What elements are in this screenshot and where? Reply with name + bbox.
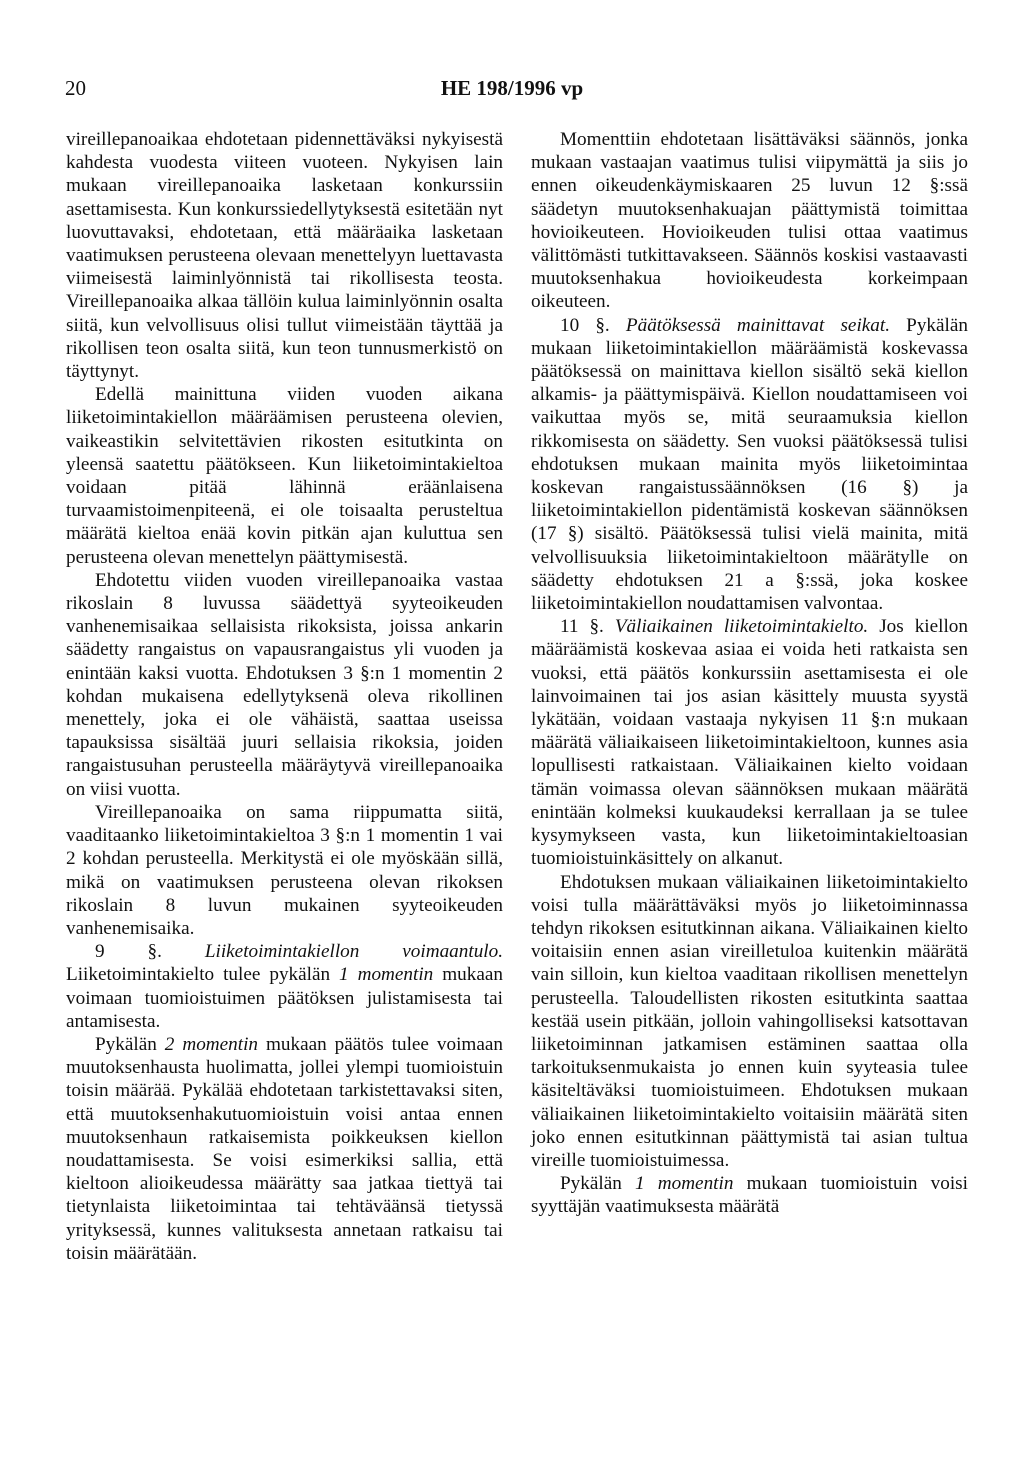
paragraph: Vireillepanoaika on sama riippumatta siitä, vaaditaanko liiketoimintakieltoa 3 §:n 1 momentin 1 vai 2 kohdan perusteella. Merkitystä ei ole myöskään sillä, mikä on vaatimuksen perusteena olevan rikoksen rikoslain 8 luvun mukainen syyteoikeuden vanhenemisaika. bbox=[66, 801, 503, 939]
section-11-paragraph bbox=[531, 615, 968, 870]
paragraph: Momenttiin ehdotetaan lisättäväksi säännös, jonka mukaan vastaajan vaatimus tulisi viipymättä ja siis jo ennen oikeudenkäymiskaaren 25 luvun 12 §:ssä säädetyn muutoksenhakuajan päättymistä toimittaa hovioikeuteen. Hovioikeuden tulisi ottaa vaatimus välittömästi tutkittavakseen. Säännös koskisi vastaavasti muutoksenhakua hovioikeudesta korkeimpaan oikeuteen. bbox=[531, 129, 968, 313]
section-10-paragraph bbox=[531, 314, 968, 616]
paragraph: Ehdotettu viiden vuoden vireillepanoaika vastaa rikoslain 8 luvussa säädettyä syyteoikeuden vanhenemisaikaa sellaisista rikoksista, joissa ankarin säädetty rangaistus on vapausrangaistus yli vuoden ja enintään kaksi vuotta. Ehdotuksen 3 §:n 1 momentin 2 kohdan mukaisena edellytyksenä oleva rikollinen menettely, joka ei ole vähäistä, saattaa useissa tapauksissa sisältää juuri sellaisia rikoksia, joiden rangaistusuhan perusteella määräytyvä vireillepanoaika on viisi vuotta. bbox=[66, 569, 503, 800]
text-run: 11 §. bbox=[560, 616, 615, 638]
paragraph: Edellä mainittuna viiden vuoden aikana liiketoimintakiellon määräämisen perusteena olevien, vaikeastikin selvitettävien rikosten esitutkinta on yleensä saatettu päätökseen. Kun liiketoimintakieltoa voidaan pitää lähinnä eräänlaisena turvaamistoimenpiteenä, ei ole toisaalta perusteltua määrätä kieltoa enää kovin pitkän ajan kuluttua sen perusteena olevan menettelyn päättymisestä. bbox=[66, 384, 503, 568]
paragraph: vireillepanoaikaa ehdotetaan pidennettäväksi nykyisestä kahdesta vuodesta viiteen vuoteen. Nykyisen lain mukaan vireillepanoaika lasketaan konkurssiin asettamisesta. Kun konkurssiedellytyksestä esitetään nyt luovuttavaksi, ehdotetaan, että määräaika lasketaan vaatimuksen perusteena olevaan menettelyyn luettavasta viimeisestä laiminlyönnistä tai rikollisesta teosta. Vireillepanoaika alkaa tällöin kulua laiminlyönnin osalta siitä, kun velvollisuus olisi tullut viimeistään täyttää ja rikollisen teon osalta siitä, kun teon tunnusmerkistö on täyttynyt. bbox=[66, 129, 503, 383]
text-run: Pykälän bbox=[95, 1033, 165, 1055]
text-run: mukaan voimaan tuomioistuimen päätöksen julistamisesta tai antamisesta. bbox=[66, 964, 503, 1032]
emphasis: 1 momentin bbox=[339, 964, 434, 986]
text-run: Pykälän bbox=[560, 1173, 635, 1195]
page-number: 20 bbox=[65, 76, 86, 100]
emphasis: 2 momentin bbox=[164, 1033, 259, 1055]
text-run: Pykälän mukaan liiketoimintakiellon määräämistä koskevassa päätöksessä on mainittava kiellon sisältö sekä kiellon alkamis- ja päättymispäivä. Kiellon noudattamiseen voi vaikuttaa myös se, mitä seuraamuksia kiellon rikkomisesta on säädetty. Sen vuoksi päätöksessä tulisi ehdotuksen mukaan mainita myös liiketoimintaa koskevan rangaistussäännöksen (16 §) ja liiketoimintakiellon pidentämistä koskevan säännöksen (17 §) sisältö. Päätöksessä tulisi vielä mainita, mitä velvollisuuksia liiketoimintakieltoon määrätylle on säädetty ehdotuksen 21 a §:ssä, joka koskee liiketoimintakiellon noudattamisen valvontaa. bbox=[531, 314, 968, 615]
text-run: 10 §. bbox=[560, 314, 626, 336]
section-heading: Väliaikainen liiketoimintakielto. bbox=[614, 616, 869, 638]
section-heading: Päätöksessä mainittavat seikat. bbox=[625, 314, 891, 336]
section-heading: Liiketoimintakiellon voimaantulo. bbox=[204, 941, 504, 963]
text-run: mukaan päätös tulee voimaan muutoksenhausta huolimatta, jollei ylempi tuomioistuin toisin määrää. Pykälää ehdotetaan tarkistettavaksi siten, että muutoksenhakutuomioistuin voisi antaa ennen muutoksenhaun ratkaisemista poikkeuksen kiellon noudattamisesta. Se voisi esimerkiksi sallia, että kieltoon alioikeudessa määrätty saa jatkaa tiettyä tai tietynlaista liiketoimintaa tai tehtäväänsä tietyssä yrityksessä, kunnes valituksesta annetaan ratkaisu tai toisin määrätään. bbox=[66, 1033, 503, 1264]
text-run: Liiketoimintakielto tulee pykälän bbox=[66, 964, 340, 986]
right-column bbox=[531, 128, 968, 1219]
left-column bbox=[66, 128, 503, 1265]
text-run: Jos kiellon määräämistä koskevaa asiaa ei voida heti ratkaista sen vuoksi, että päätös konkurssiin asettamisesta ei ole lainvoimainen tai jos asian käsittely muusta syystä lykätään, voidaan vastaaja nykyisen 11 §:n mukaan määrätä väliaikaiseen liiketoimintakieltoon, kunnes asia lopullisesti ratkaistaan. Väliaikainen kielto voidaan tämän voimassa olevan säännöksen mukaan määrätä enintään kolmeksi kuukaudeksi kerrallaan ja se tulee kysymykseen vasta, kun liiketoimintakieltoasian tuomioistuinkäsittely on alkanut. bbox=[531, 616, 968, 870]
running-header: HE 198/1996 vp bbox=[440, 76, 584, 100]
emphasis: 1 momentin bbox=[634, 1173, 734, 1195]
text-run: 9 §. bbox=[95, 941, 205, 963]
section-9-paragraph bbox=[66, 940, 503, 1033]
paragraph bbox=[531, 1172, 968, 1218]
paragraph: Ehdotuksen mukaan väliaikainen liiketoimintakielto voisi tulla määrättäväksi myös jo liiketoiminnassa tehdyn rikoksen esitutkinnan aikana. Väliaikainen kielto voitaisiin ennen asian vireilletuloa kuitenkin määrätä vain silloin, kun kieltoa vaaditaan rikollisen menettelyn perusteella. Taloudellisten rikosten esitutkinta saattaa kestää usein pitkään, jolloin vahingolliseksi katsottavan liiketoiminnan jatkamisen estäminen saattaa olla tarkoituksenmukaista jo ennen kuin syyteasia tulee käsiteltäväksi tuomioistuimeen. Ehdotuksen mukaan väliaikainen liiketoimintakielto voitaisiin määrätä siten joko ennen esitutkinnan päättymistä tai asian tultua vireille tuomioistuimessa. bbox=[531, 871, 968, 1171]
paragraph bbox=[66, 1033, 503, 1265]
text-run: mukaan tuomioistuin voisi syyttäjän vaatimuksesta määrätä bbox=[531, 1173, 968, 1218]
